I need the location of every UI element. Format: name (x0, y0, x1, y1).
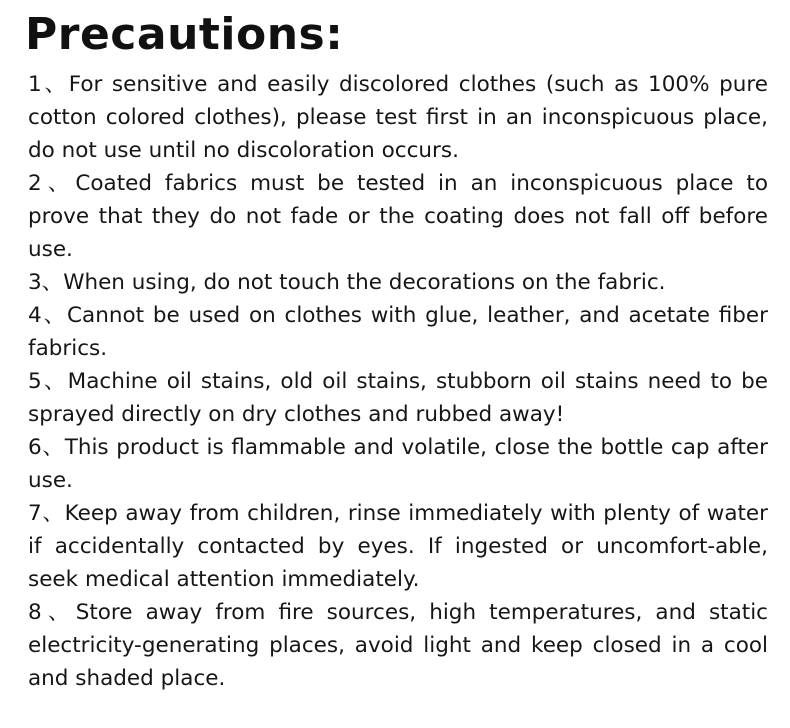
item-number: 7、 (28, 501, 65, 526)
precaution-item-1 (28, 68, 768, 167)
precaution-item-2 (28, 167, 768, 266)
item-text: Machine oil stains, old oil stains, stubborn oil stains need to be sprayed directly on dry clothes and rubbed away! (28, 369, 768, 427)
page-title: Precautions: (25, 9, 344, 60)
item-number: 8、 (28, 600, 76, 625)
item-text: Cannot be used on clothes with glue, leather, and acetate fiber fabrics. (28, 303, 768, 361)
item-number: 2、 (28, 171, 76, 196)
item-number: 6、 (28, 435, 65, 460)
item-number: 1、 (28, 72, 69, 97)
precaution-item-8 (28, 596, 768, 695)
item-number: 4、 (28, 303, 68, 328)
item-text: For sensitive and easily discolored clothes (such as 100% pure cotton colored clothes), please test first in an inconspicuous place, do not use until no discoloration occurs. (28, 72, 768, 163)
precaution-item-5 (28, 365, 768, 431)
item-text: Keep away from children, rinse immediately with plenty of water if accidentally contacted by eyes. If ingested or uncomfort-able, seek medical attention immediately. (28, 501, 768, 592)
item-text: Store away from fire sources, high temperatures, and static electricity-generating places, avoid light and keep closed in a cool and shaded place. (28, 600, 768, 691)
precaution-item-3 (28, 266, 768, 299)
item-number: 3、 (28, 270, 64, 295)
precaution-item-4 (28, 299, 768, 365)
precautions-list (28, 68, 768, 695)
precaution-item-7 (28, 497, 768, 596)
item-text: Coated fabrics must be tested in an inconspicuous place to prove that they do not fade or the coating does not fall off before use. (28, 171, 769, 262)
precaution-item-6 (28, 431, 768, 497)
item-number: 5、 (28, 369, 68, 394)
item-text: This product is flammable and volatile, close the bottle cap after use. (28, 435, 768, 493)
item-text: When using, do not touch the decorations on the fabric. (63, 270, 666, 295)
